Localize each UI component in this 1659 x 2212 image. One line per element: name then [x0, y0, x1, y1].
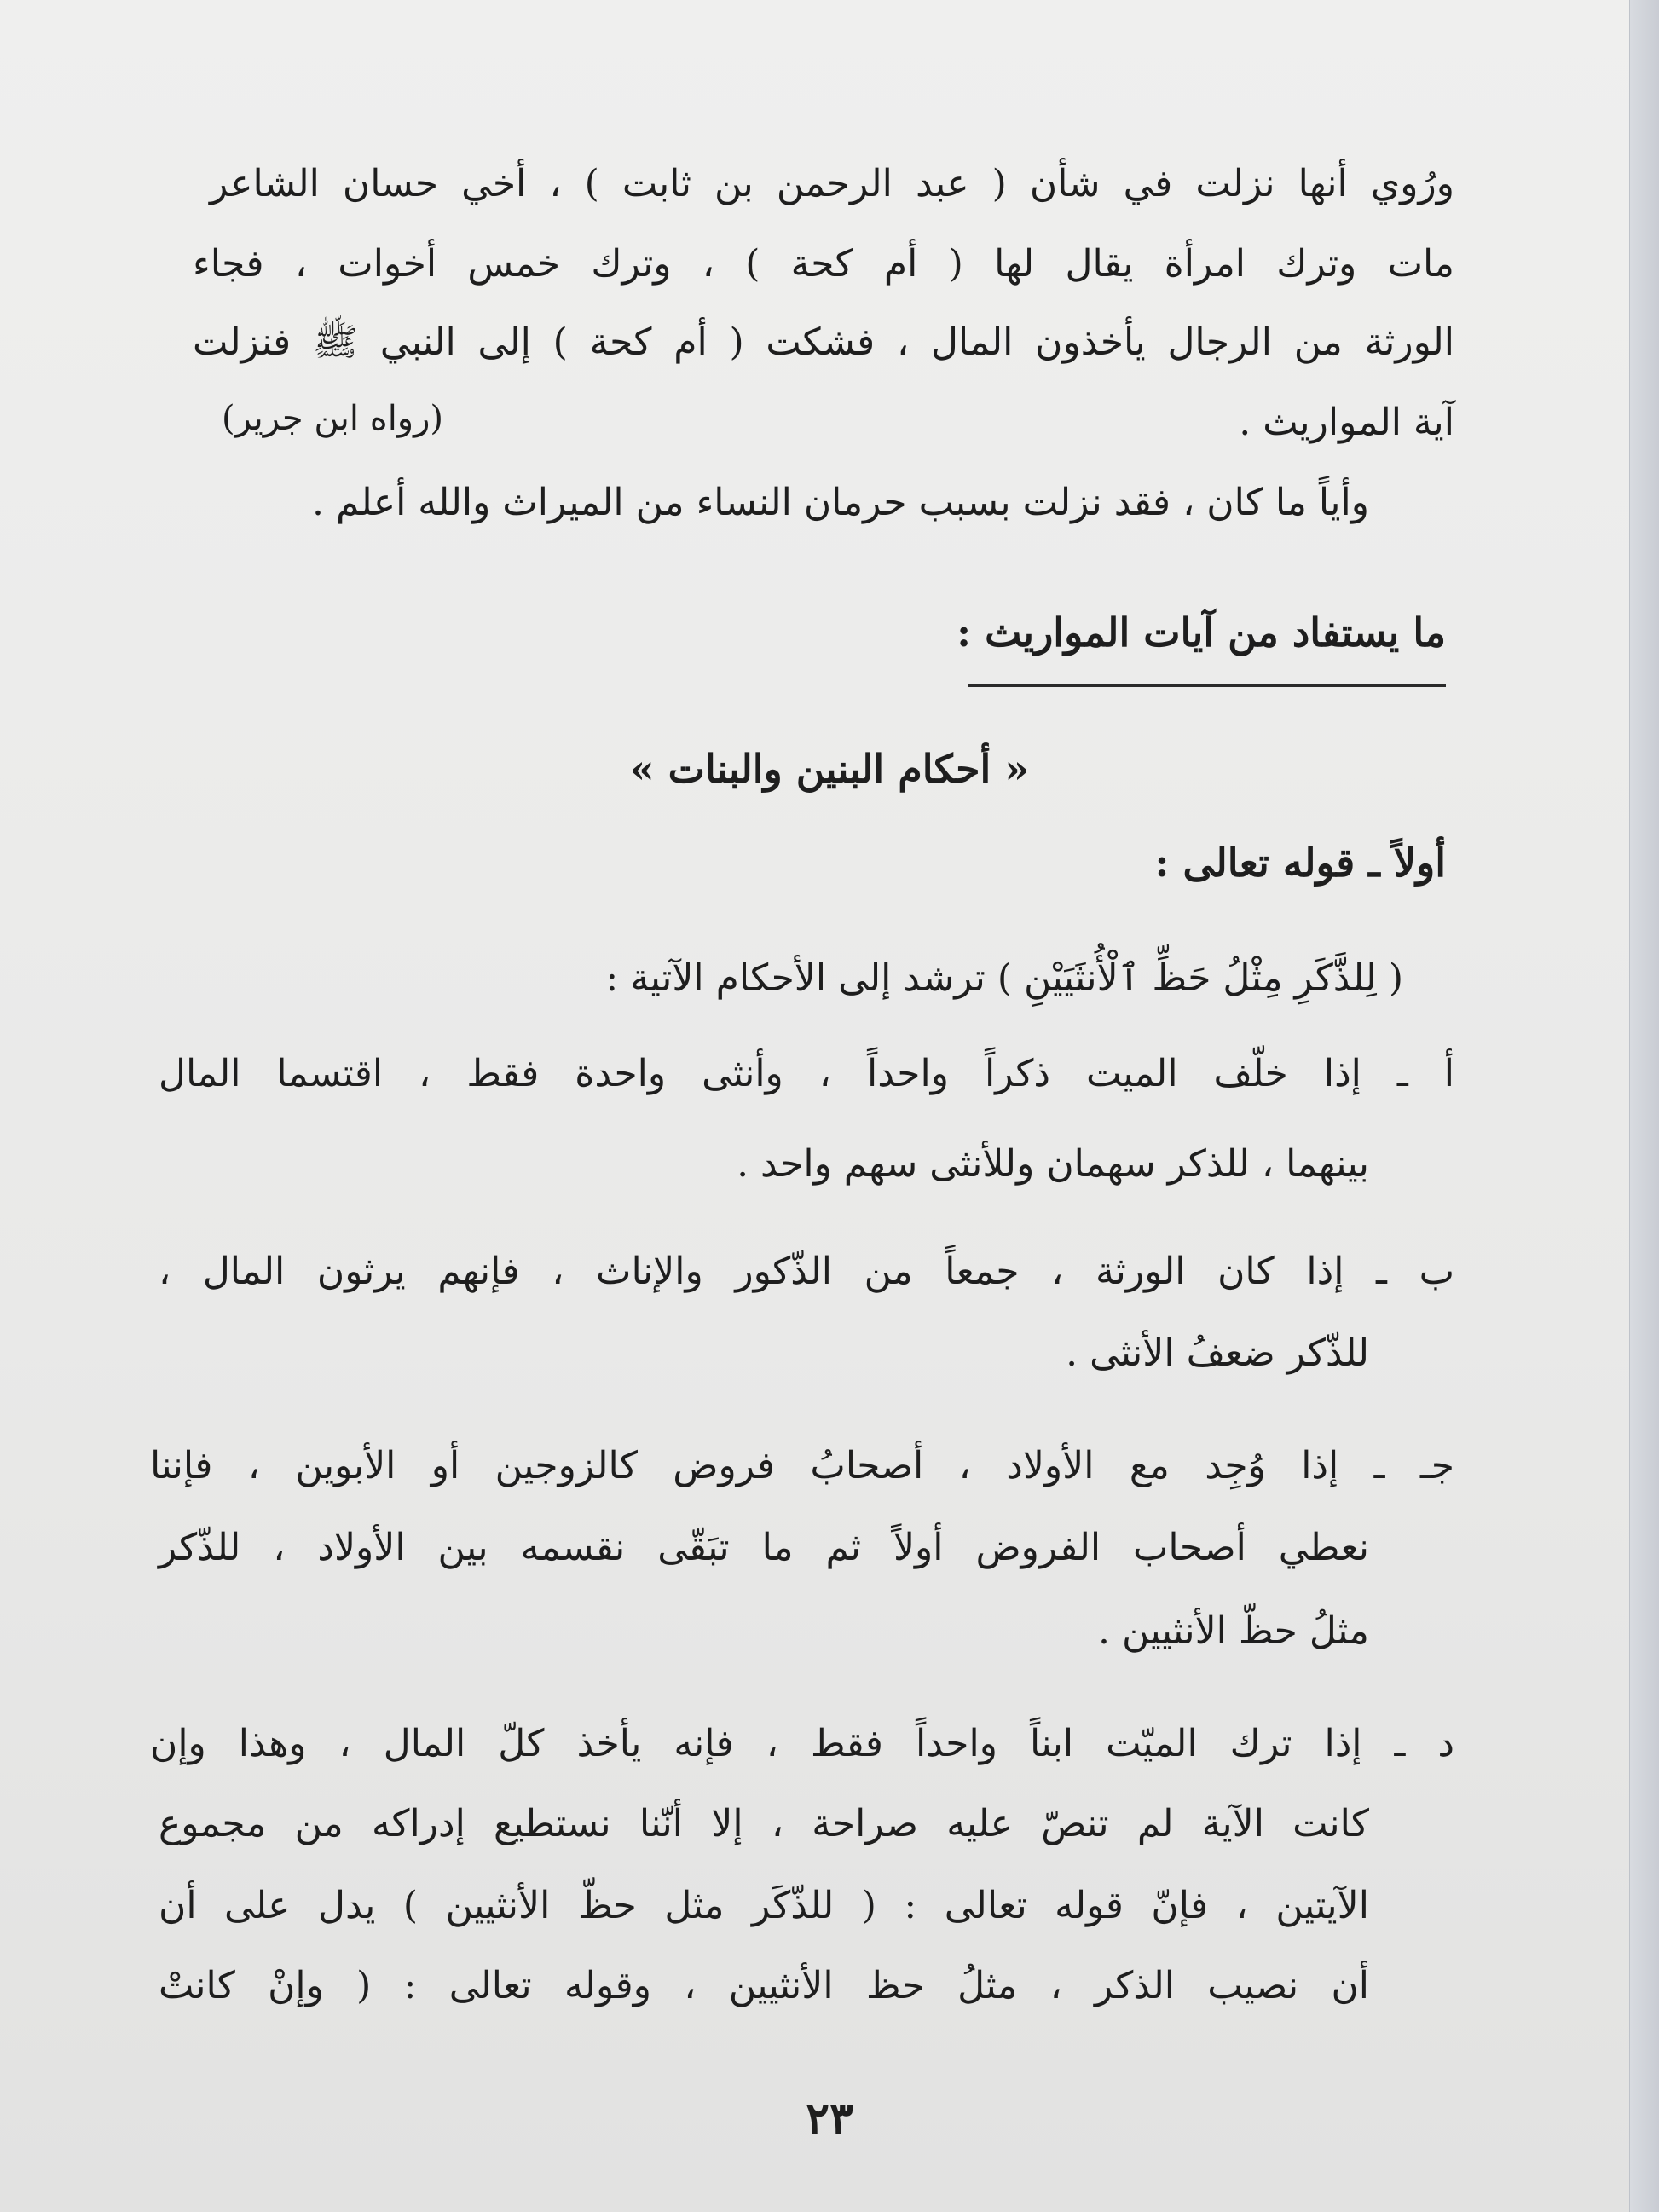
body-line: مات وترك امرأة يقال لها ( أم كحة ) ، وترك خمس أخوات ، فجاء	[193, 242, 1454, 286]
list-item-line: أ ـ إذا خلّف الميت ذكراً واحداً ، وأنثى واحدة فقط ، اقتسما المال	[159, 1052, 1454, 1095]
page-edge	[1629, 0, 1659, 2212]
heading-underline	[968, 684, 1446, 687]
list-item-line: أن نصيب الذكر ، مثلُ حظ الأنثيين ، وقوله تعالى : ( وإنْ كانتْ	[159, 1964, 1369, 2007]
body-line: وأياً ما كان ، فقد نزلت بسبب حرمان النساء من الميراث والله أعلم .	[312, 481, 1369, 524]
list-item-line: ب ـ إذا كان الورثة ، جمعاً من الذّكور والإناث ، فإنهم يرثون المال ،	[159, 1250, 1454, 1293]
verse-line: ( لِلذَّكَرِ مِثْلُ حَظِّ ٱلْأُنثَيَيْنِ ) ترشد إلى الأحكام الآتية :	[605, 956, 1403, 1000]
body-line: آية المواريث .	[1239, 401, 1454, 444]
list-item-line: د ـ إذا ترك الميّت ابناً واحداً فقط ، فإنه يأخذ كلّ المال ، وهذا وإن	[150, 1722, 1454, 1765]
list-item-line: الآيتين ، فإنّ قوله تعالى : ( للذّكَر مثل حظّ الأنثيين ) يدل على أن	[159, 1884, 1369, 1927]
subheading: « أحكام البنين والبنات »	[629, 746, 1030, 792]
list-item-line: للذّكر ضعفُ الأنثى .	[1066, 1331, 1369, 1375]
page-number: ٢٣	[806, 2093, 853, 2145]
section-heading: ما يستفاد من آيات المواريث :	[957, 609, 1446, 656]
reference-citation: (رواه ابن جرير)	[222, 399, 444, 438]
list-item-line: بينهما ، للذكر سهمان وللأنثى سهم واحد .	[737, 1142, 1369, 1186]
list-item-line: كانت الآية لم تنصّ عليه صراحة ، إلا أنّنا نستطيع إدراكه من مجموع	[159, 1802, 1369, 1845]
list-item-line: جـ ـ إذا وُجِد مع الأولاد ، أصحابُ فروض كالزوجين أو الأبوين ، فإننا	[150, 1444, 1454, 1487]
body-line: الورثة من الرجال يأخذون المال ، فشكت ( أم كحة ) إلى النبي ﷺ فنزلت	[193, 321, 1454, 364]
list-item-line: نعطي أصحاب الفروض أولاً ثم ما تبَقّى نقسمه بين الأولاد ، للذّكر	[159, 1526, 1369, 1569]
body-line: ورُوي أنها نزلت في شأن ( عبد الرحمن بن ثابت ) ، أخي حسان الشاعر	[210, 162, 1454, 205]
list-item-line: مثلُ حظّ الأنثيين .	[1098, 1609, 1369, 1653]
item-label: أولاً ـ قوله تعالى :	[1154, 840, 1446, 886]
